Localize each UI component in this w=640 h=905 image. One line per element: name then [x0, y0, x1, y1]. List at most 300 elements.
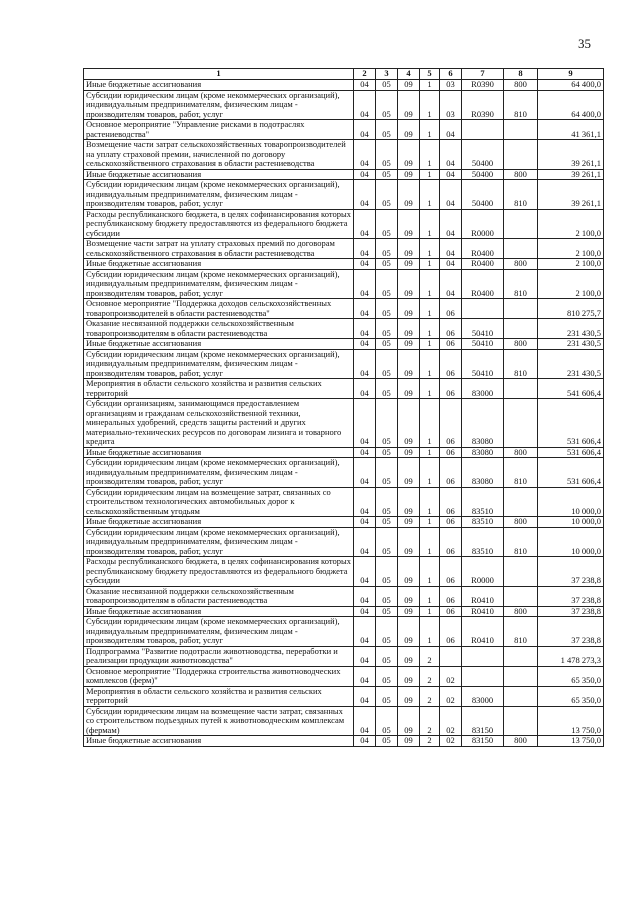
- code-cell: 09: [398, 606, 420, 617]
- item-name-cell: Иные бюджетные ассигнования: [84, 447, 354, 458]
- code-cell: 800: [504, 259, 538, 270]
- code-cell: [462, 646, 504, 666]
- code-cell: 09: [398, 319, 420, 339]
- code-cell: 1: [420, 180, 440, 210]
- code-cell: 09: [398, 209, 420, 239]
- code-cell: R0390: [462, 80, 504, 91]
- code-cell: 05: [376, 209, 398, 239]
- header-cell: 7: [462, 69, 504, 80]
- table-row: [84, 80, 604, 91]
- code-cell: 04: [354, 686, 376, 706]
- item-name-cell: Оказание несвязанной поддержки сельскохозяйственным товаропроизводителям в области растениеводства: [84, 586, 354, 606]
- code-cell: 02: [440, 686, 462, 706]
- code-cell: 09: [398, 120, 420, 140]
- code-cell: 04: [354, 447, 376, 458]
- header-cell: 9: [538, 69, 604, 80]
- code-cell: 1: [420, 527, 440, 557]
- table-row: [84, 706, 604, 736]
- code-cell: 05: [376, 239, 398, 259]
- amount-cell: 64 400,0: [538, 80, 604, 91]
- code-cell: 04: [354, 259, 376, 270]
- code-cell: 04: [354, 349, 376, 379]
- code-cell: 04: [440, 180, 462, 210]
- amount-cell: 37 238,8: [538, 557, 604, 587]
- amount-cell: 10 000,0: [538, 517, 604, 528]
- code-cell: R0400: [462, 269, 504, 299]
- code-cell: 06: [440, 517, 462, 528]
- code-cell: 1: [420, 209, 440, 239]
- code-cell: R0410: [462, 586, 504, 606]
- code-cell: 04: [440, 209, 462, 239]
- amount-cell: 2 100,0: [538, 239, 604, 259]
- code-cell: 09: [398, 239, 420, 259]
- code-cell: 09: [398, 339, 420, 350]
- item-name-cell: Мероприятия в области сельского хозяйства и развития сельских территорий: [84, 686, 354, 706]
- item-name-cell: Расходы республиканского бюджета, в целях софинансирования которых республиканскому бюджету предоставляются из федерального бюджета субсидии: [84, 209, 354, 239]
- item-name-cell: Иные бюджетные ассигнования: [84, 169, 354, 180]
- code-cell: 05: [376, 140, 398, 170]
- item-name-cell: Иные бюджетные ассигнования: [84, 606, 354, 617]
- code-cell: 04: [354, 606, 376, 617]
- item-name-cell: Иные бюджетные ассигнования: [84, 259, 354, 270]
- header-cell: 2: [354, 69, 376, 80]
- amount-cell: 531 606,4: [538, 458, 604, 488]
- code-cell: [504, 239, 538, 259]
- code-cell: 06: [440, 447, 462, 458]
- table-row: [84, 239, 604, 259]
- code-cell: 50410: [462, 349, 504, 379]
- code-cell: 1: [420, 299, 440, 319]
- code-cell: 09: [398, 458, 420, 488]
- code-cell: 1: [420, 259, 440, 270]
- code-cell: 1: [420, 399, 440, 448]
- code-cell: 02: [440, 736, 462, 747]
- code-cell: 09: [398, 349, 420, 379]
- amount-cell: 810 275,7: [538, 299, 604, 319]
- code-cell: 05: [376, 487, 398, 517]
- code-cell: 04: [354, 339, 376, 350]
- code-cell: 04: [354, 180, 376, 210]
- code-cell: 04: [354, 666, 376, 686]
- code-cell: 50400: [462, 180, 504, 210]
- item-name-cell: Иные бюджетные ассигнования: [84, 736, 354, 747]
- table-row: [84, 90, 604, 120]
- table-row: [84, 586, 604, 606]
- item-name-cell: Субсидии юридическим лицам (кроме некоммерческих организаций), индивидуальным предпринимателям, физическим лицам - производителям товаров, работ, услуг: [84, 180, 354, 210]
- code-cell: [504, 209, 538, 239]
- amount-cell: 13 750,0: [538, 736, 604, 747]
- amount-cell: 13 750,0: [538, 706, 604, 736]
- code-cell: 810: [504, 90, 538, 120]
- code-cell: 83150: [462, 706, 504, 736]
- code-cell: 04: [354, 90, 376, 120]
- code-cell: 04: [354, 517, 376, 528]
- code-cell: 04: [440, 259, 462, 270]
- code-cell: 04: [354, 299, 376, 319]
- code-cell: 06: [440, 527, 462, 557]
- code-cell: 05: [376, 736, 398, 747]
- code-cell: 09: [398, 140, 420, 170]
- code-cell: 04: [354, 140, 376, 170]
- code-cell: 09: [398, 527, 420, 557]
- code-cell: 05: [376, 299, 398, 319]
- code-cell: [504, 399, 538, 448]
- code-cell: 06: [440, 458, 462, 488]
- item-name-cell: Возмещение части затрат сельскохозяйственных товаропроизводителей на уплату страховой премии, начисленной по договору сельскохозяйственного страхования в области растениеводства: [84, 140, 354, 170]
- code-cell: 2: [420, 686, 440, 706]
- code-cell: 1: [420, 487, 440, 517]
- amount-cell: 2 100,0: [538, 269, 604, 299]
- code-cell: 1: [420, 239, 440, 259]
- code-cell: 2: [420, 666, 440, 686]
- code-cell: [504, 706, 538, 736]
- code-cell: 09: [398, 736, 420, 747]
- code-cell: 04: [354, 617, 376, 647]
- code-cell: 05: [376, 517, 398, 528]
- amount-cell: 231 430,5: [538, 349, 604, 379]
- code-cell: 04: [354, 239, 376, 259]
- item-name-cell: Основное мероприятие "Поддержка строительства животноводческих комплексов (ферм)": [84, 666, 354, 686]
- item-name-cell: Мероприятия в области сельского хозяйства и развития сельских территорий: [84, 379, 354, 399]
- code-cell: 06: [440, 606, 462, 617]
- code-cell: 1: [420, 349, 440, 379]
- code-cell: 05: [376, 586, 398, 606]
- code-cell: 09: [398, 666, 420, 686]
- code-cell: 83080: [462, 447, 504, 458]
- header-cell: 6: [440, 69, 462, 80]
- code-cell: 1: [420, 120, 440, 140]
- code-cell: 800: [504, 339, 538, 350]
- amount-cell: 39 261,1: [538, 140, 604, 170]
- code-cell: 09: [398, 180, 420, 210]
- item-name-cell: Основное мероприятие "Поддержка доходов сельскохозяйственных товаропроизводителей в области растениеводства": [84, 299, 354, 319]
- code-cell: 04: [354, 379, 376, 399]
- code-cell: 05: [376, 606, 398, 617]
- code-cell: 810: [504, 269, 538, 299]
- code-cell: 1: [420, 379, 440, 399]
- code-cell: 05: [376, 269, 398, 299]
- amount-cell: 1 478 273,3: [538, 646, 604, 666]
- code-cell: 05: [376, 617, 398, 647]
- code-cell: 09: [398, 487, 420, 517]
- code-cell: 09: [398, 557, 420, 587]
- header-cell: 5: [420, 69, 440, 80]
- code-cell: 1: [420, 617, 440, 647]
- table-row: [84, 517, 604, 528]
- code-cell: 04: [354, 646, 376, 666]
- code-cell: 83510: [462, 517, 504, 528]
- code-cell: 1: [420, 606, 440, 617]
- code-cell: 04: [354, 736, 376, 747]
- header-cell: 4: [398, 69, 420, 80]
- code-cell: 04: [440, 239, 462, 259]
- table-row: [84, 736, 604, 747]
- table-row: [84, 169, 604, 180]
- amount-cell: 10 000,0: [538, 487, 604, 517]
- code-cell: 1: [420, 140, 440, 170]
- code-cell: 06: [440, 586, 462, 606]
- item-name-cell: Субсидии организациям, занимающимся предоставлением организациям и гражданам сельскохозяйственной техники, минеральных удобрений, средств защиты растений и других материально-технических ресурсов по договорам лизинга и товарного кредита: [84, 399, 354, 448]
- code-cell: 09: [398, 90, 420, 120]
- code-cell: 04: [354, 527, 376, 557]
- code-cell: 50410: [462, 339, 504, 350]
- code-cell: 04: [354, 586, 376, 606]
- code-cell: 04: [354, 80, 376, 91]
- table-row: [84, 209, 604, 239]
- item-name-cell: Субсидии юридическим лицам (кроме некоммерческих организаций), индивидуальным предпринимателям, физическим лицам - производителям товаров, работ, услуг: [84, 617, 354, 647]
- code-cell: 810: [504, 180, 538, 210]
- item-name-cell: Иные бюджетные ассигнования: [84, 80, 354, 91]
- amount-cell: 39 261,1: [538, 180, 604, 210]
- amount-cell: 531 606,4: [538, 447, 604, 458]
- code-cell: 06: [440, 299, 462, 319]
- code-cell: [504, 299, 538, 319]
- code-cell: 05: [376, 339, 398, 350]
- code-cell: [504, 686, 538, 706]
- amount-cell: 41 361,1: [538, 120, 604, 140]
- table-header-row: [84, 69, 604, 80]
- amount-cell: 39 261,1: [538, 169, 604, 180]
- table-row: [84, 487, 604, 517]
- amount-cell: 231 430,5: [538, 339, 604, 350]
- item-name-cell: Субсидии юридическим лицам на возмещение части затрат, связанных со строительством подъездных путей к животноводческим комплексам (фермам): [84, 706, 354, 736]
- code-cell: 05: [376, 557, 398, 587]
- code-cell: [504, 646, 538, 666]
- item-name-cell: Иные бюджетные ассигнования: [84, 339, 354, 350]
- item-name-cell: Субсидии юридическим лицам (кроме некоммерческих организаций), индивидуальным предпринимателям, физическим лицам - производителям товаров, работ, услуг: [84, 269, 354, 299]
- amount-cell: 531 606,4: [538, 399, 604, 448]
- code-cell: 83510: [462, 487, 504, 517]
- code-cell: 50400: [462, 140, 504, 170]
- code-cell: 05: [376, 90, 398, 120]
- code-cell: 05: [376, 666, 398, 686]
- code-cell: 09: [398, 169, 420, 180]
- code-cell: 810: [504, 458, 538, 488]
- table-row: [84, 140, 604, 170]
- code-cell: 09: [398, 399, 420, 448]
- item-name-cell: Оказание несвязанной поддержки сельскохозяйственным товаропроизводителям в области растениеводства: [84, 319, 354, 339]
- code-cell: 05: [376, 686, 398, 706]
- table-row: [84, 447, 604, 458]
- code-cell: 04: [354, 458, 376, 488]
- code-cell: 04: [440, 169, 462, 180]
- code-cell: 09: [398, 646, 420, 666]
- code-cell: 09: [398, 269, 420, 299]
- amount-cell: 37 238,8: [538, 617, 604, 647]
- header-cell: 1: [84, 69, 354, 80]
- header-cell: 3: [376, 69, 398, 80]
- code-cell: 05: [376, 349, 398, 379]
- item-name-cell: Иные бюджетные ассигнования: [84, 517, 354, 528]
- code-cell: 09: [398, 447, 420, 458]
- code-cell: 09: [398, 517, 420, 528]
- code-cell: 04: [354, 319, 376, 339]
- code-cell: R0400: [462, 259, 504, 270]
- table-row: [84, 379, 604, 399]
- item-name-cell: Подпрограмма "Развитие подотрасли животноводства, переработки и реализации продукции животноводства": [84, 646, 354, 666]
- table-body: [84, 80, 604, 747]
- code-cell: 1: [420, 90, 440, 120]
- item-name-cell: Основное мероприятие "Управление рисками в подотраслях растениеводства": [84, 120, 354, 140]
- table-row: [84, 527, 604, 557]
- code-cell: [504, 666, 538, 686]
- amount-cell: 2 100,0: [538, 209, 604, 239]
- amount-cell: 10 000,0: [538, 527, 604, 557]
- code-cell: 800: [504, 736, 538, 747]
- code-cell: 03: [440, 90, 462, 120]
- code-cell: [504, 379, 538, 399]
- code-cell: R0410: [462, 606, 504, 617]
- code-cell: [462, 666, 504, 686]
- code-cell: 02: [440, 666, 462, 686]
- amount-cell: 231 430,5: [538, 319, 604, 339]
- code-cell: 06: [440, 557, 462, 587]
- code-cell: 05: [376, 379, 398, 399]
- code-cell: 800: [504, 447, 538, 458]
- code-cell: 1: [420, 447, 440, 458]
- code-cell: 800: [504, 80, 538, 91]
- table-row: [84, 339, 604, 350]
- code-cell: R0000: [462, 209, 504, 239]
- item-name-cell: Субсидии юридическим лицам (кроме некоммерческих организаций), индивидуальным предпринимателям, физическим лицам - производителям товаров, работ, услуг: [84, 90, 354, 120]
- table-row: [84, 646, 604, 666]
- code-cell: 04: [440, 140, 462, 170]
- code-cell: 05: [376, 646, 398, 666]
- code-cell: 2: [420, 706, 440, 736]
- code-cell: 09: [398, 299, 420, 319]
- code-cell: 05: [376, 120, 398, 140]
- table-row: [84, 120, 604, 140]
- code-cell: 04: [354, 269, 376, 299]
- code-cell: 2: [420, 646, 440, 666]
- table-row: [84, 617, 604, 647]
- code-cell: 04: [354, 399, 376, 448]
- code-cell: 04: [354, 169, 376, 180]
- item-name-cell: Субсидии юридическим лицам (кроме некоммерческих организаций), индивидуальным предпринимателям, физическим лицам - производителям товаров, работ, услуг: [84, 458, 354, 488]
- code-cell: 06: [440, 319, 462, 339]
- code-cell: 04: [354, 209, 376, 239]
- amount-cell: 64 400,0: [538, 90, 604, 120]
- amount-cell: 37 238,8: [538, 606, 604, 617]
- code-cell: [504, 319, 538, 339]
- code-cell: 06: [440, 349, 462, 379]
- code-cell: R0400: [462, 239, 504, 259]
- code-cell: 09: [398, 259, 420, 270]
- code-cell: 810: [504, 527, 538, 557]
- code-cell: 05: [376, 706, 398, 736]
- code-cell: 09: [398, 80, 420, 91]
- code-cell: 05: [376, 180, 398, 210]
- code-cell: 1: [420, 319, 440, 339]
- table-row: [84, 686, 604, 706]
- code-cell: 04: [440, 269, 462, 299]
- code-cell: 1: [420, 169, 440, 180]
- code-cell: 810: [504, 349, 538, 379]
- code-cell: 09: [398, 586, 420, 606]
- code-cell: 06: [440, 339, 462, 350]
- code-cell: 1: [420, 557, 440, 587]
- code-cell: R0390: [462, 90, 504, 120]
- code-cell: 04: [440, 120, 462, 140]
- table-row: [84, 666, 604, 686]
- item-name-cell: Субсидии юридическим лицам (кроме некоммерческих организаций), индивидуальным предпринимателям, физическим лицам - производителям товаров, работ, услуг: [84, 349, 354, 379]
- code-cell: 800: [504, 169, 538, 180]
- code-cell: 05: [376, 458, 398, 488]
- amount-cell: 541 606,4: [538, 379, 604, 399]
- code-cell: 04: [354, 706, 376, 736]
- code-cell: [504, 120, 538, 140]
- code-cell: 83150: [462, 736, 504, 747]
- code-cell: 1: [420, 80, 440, 91]
- code-cell: 50410: [462, 319, 504, 339]
- code-cell: [504, 487, 538, 517]
- table-row: [84, 319, 604, 339]
- table-row: [84, 606, 604, 617]
- code-cell: 06: [440, 617, 462, 647]
- code-cell: 1: [420, 517, 440, 528]
- code-cell: 05: [376, 259, 398, 270]
- code-cell: 09: [398, 617, 420, 647]
- code-cell: [504, 140, 538, 170]
- code-cell: 09: [398, 379, 420, 399]
- amount-cell: 37 238,8: [538, 586, 604, 606]
- item-name-cell: Субсидии юридическим лицам (кроме некоммерческих организаций), индивидуальным предпринимателям, физическим лицам - производителям товаров, работ, услуг: [84, 527, 354, 557]
- code-cell: 03: [440, 80, 462, 91]
- code-cell: 810: [504, 617, 538, 647]
- table-row: [84, 259, 604, 270]
- code-cell: 05: [376, 527, 398, 557]
- code-cell: R0000: [462, 557, 504, 587]
- code-cell: 06: [440, 487, 462, 517]
- code-cell: 83080: [462, 399, 504, 448]
- code-cell: 06: [440, 379, 462, 399]
- code-cell: 800: [504, 606, 538, 617]
- code-cell: 800: [504, 517, 538, 528]
- code-cell: 04: [354, 487, 376, 517]
- code-cell: 04: [354, 120, 376, 140]
- code-cell: 1: [420, 339, 440, 350]
- code-cell: 83000: [462, 379, 504, 399]
- code-cell: [440, 646, 462, 666]
- code-cell: 1: [420, 586, 440, 606]
- amount-cell: 2 100,0: [538, 259, 604, 270]
- code-cell: 1: [420, 269, 440, 299]
- item-name-cell: Субсидии юридическим лицам на возмещение затрат, связанных со строительством технологических автомобильных дорог к сельскохозяйственным угодьям: [84, 487, 354, 517]
- code-cell: 05: [376, 319, 398, 339]
- table-row: [84, 299, 604, 319]
- code-cell: [504, 557, 538, 587]
- code-cell: 06: [440, 399, 462, 448]
- code-cell: 83000: [462, 686, 504, 706]
- code-cell: 1: [420, 458, 440, 488]
- page-number: 35: [578, 36, 591, 51]
- budget-table: [83, 68, 604, 747]
- table-row: [84, 399, 604, 448]
- code-cell: 09: [398, 706, 420, 736]
- code-cell: [462, 120, 504, 140]
- code-cell: 83080: [462, 458, 504, 488]
- code-cell: 2: [420, 736, 440, 747]
- table-row: [84, 269, 604, 299]
- item-name-cell: Расходы республиканского бюджета, в целях софинансирования которых республиканскому бюджету предоставляются из федерального бюджета субсидии: [84, 557, 354, 587]
- code-cell: 05: [376, 399, 398, 448]
- header-cell: 8: [504, 69, 538, 80]
- table-row: [84, 180, 604, 210]
- code-cell: [504, 586, 538, 606]
- code-cell: 05: [376, 80, 398, 91]
- code-cell: 05: [376, 169, 398, 180]
- code-cell: 05: [376, 447, 398, 458]
